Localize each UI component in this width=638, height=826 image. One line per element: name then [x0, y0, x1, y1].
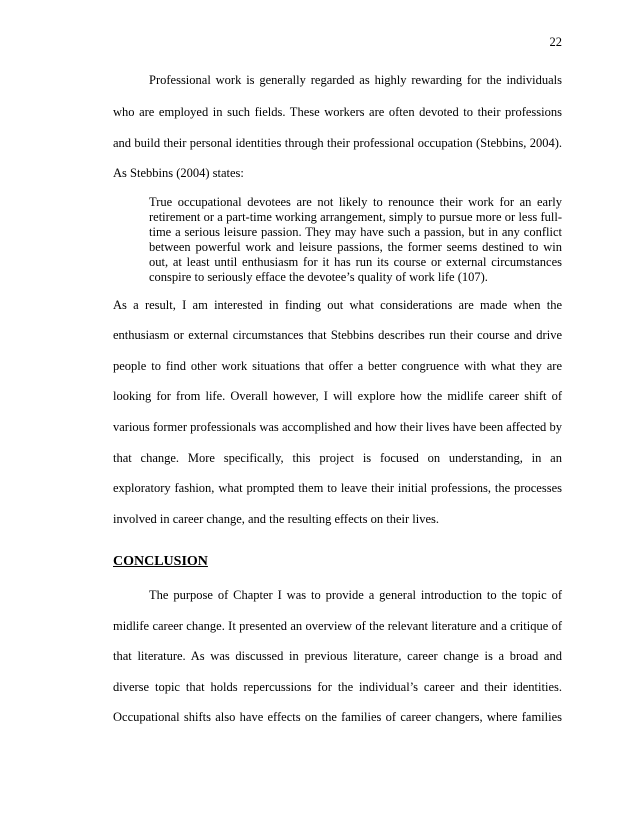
paragraph-2-line: looking for from life. Overall however, I will explore how the midlife career shift of — [113, 389, 562, 403]
section-heading: CONCLUSION — [113, 554, 208, 569]
paragraph-2-line: involved in career change, and the resulting effects on their lives. — [113, 512, 440, 526]
paragraph-3-line: diverse topic that holds repercussions for the individual’s career and their identities. — [113, 680, 562, 694]
paragraph-2-line: that change. More specifically, this project is focused on understanding, in an — [113, 451, 562, 465]
paragraph-1-line: Professional work is generally regarded as highly rewarding for the individuals — [149, 73, 562, 87]
block-quote-line: True occupational devotees are not likely to renounce their work for an early — [149, 195, 562, 209]
paragraph-3-line: that literature. As was discussed in previous literature, career change is a broad and — [113, 649, 562, 663]
paragraph-2-line: various former professionals was accomplished and how their lives have been affected by — [113, 420, 562, 434]
block-quote-line: retirement or a part-time working arrangement, simply to pursue more or less full- — [149, 210, 562, 224]
paragraph-2-line: enthusiasm or external circumstances that Stebbins describes run their course and drive — [113, 328, 562, 342]
paragraph-3-line: The purpose of Chapter I was to provide a general introduction to the topic of — [149, 588, 562, 602]
paragraph-1-line: and build their personal identities through their professional occupation (Stebbins, 2004). — [113, 136, 562, 150]
paragraph-3-line: midlife career change. It presented an overview of the relevant literature and a critique of — [113, 619, 562, 633]
paragraph-1-line: who are employed in such fields. These workers are often devoted to their professions — [113, 105, 562, 119]
block-quote-line: out, at least until enthusiasm for it has run its course or external circumstances — [149, 255, 562, 269]
paragraph-2-line: As a result, I am interested in finding out what considerations are made when the — [113, 298, 562, 312]
page-number: 22 — [549, 35, 562, 49]
paragraph-1-line: As Stebbins (2004) states: — [113, 166, 244, 180]
paragraph-2-line: people to find other work situations that offer a better congruence with what they are — [113, 359, 562, 373]
paragraph-2-line: exploratory fashion, what prompted them to leave their initial professions, the processes — [113, 481, 562, 495]
block-quote-line: conspire to seriously efface the devotee’s quality of work life (107). — [149, 270, 488, 284]
paragraph-3-line: Occupational shifts also have effects on the families of career changers, where families — [113, 710, 562, 724]
block-quote-line: time a serious leisure passion. They may have such a passion, but in any conflict — [149, 225, 562, 239]
block-quote-line: between powerful work and leisure passions, the former seems destined to win — [149, 240, 562, 254]
